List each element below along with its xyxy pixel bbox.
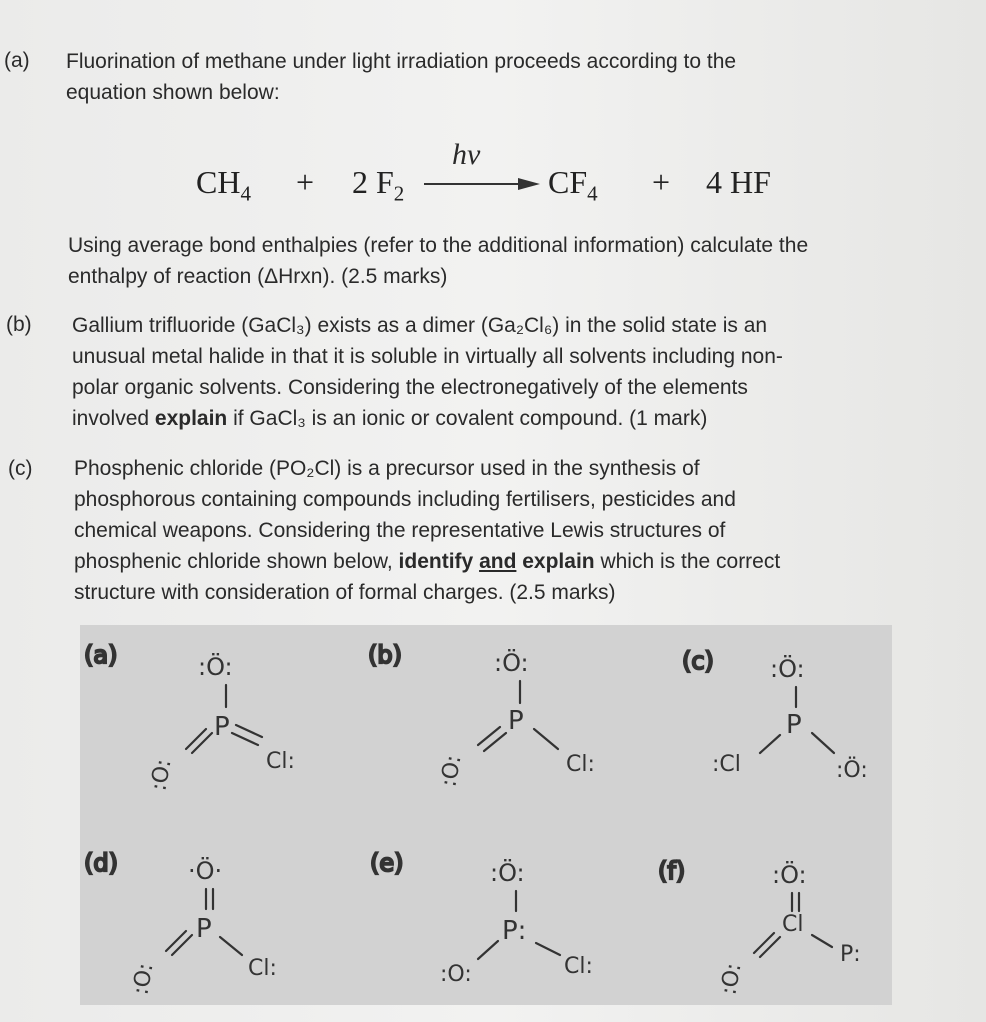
svg-text::Ö:: :Ö: — [836, 758, 868, 783]
structure-e-label: (e) — [370, 849, 404, 877]
svg-text:P: P — [196, 914, 212, 944]
reaction-arrow-head — [518, 178, 540, 190]
svg-text:Cl:: Cl: — [566, 752, 595, 777]
svg-text::O:: :O: — [436, 753, 467, 789]
equation-plus-1: + — [296, 164, 315, 200]
part-b-line1: Gallium trifluoride (GaCl₃) exists as a dimer (Ga₂Cl₆) in the solid state is an — [72, 314, 768, 337]
svg-text::Ö:: :Ö: — [198, 653, 233, 681]
svg-text:Cl:: Cl: — [266, 749, 295, 774]
svg-text::Ö:: :Ö: — [490, 859, 525, 887]
part-a-line2: equation shown below: — [66, 81, 280, 104]
part-c-line5: structure with consideration of formal charges. (2.5 marks) — [74, 581, 616, 604]
equation-condition-hv: hv — [452, 138, 481, 171]
svg-text:P:: P: — [840, 942, 861, 967]
structure-a-label: (a) — [84, 641, 118, 669]
svg-text::O:: :O: — [128, 961, 159, 997]
part-b-line2: unusual metal halide in that it is soluble in virtually all solvents including non- — [72, 345, 783, 368]
lewis-structures-panel — [80, 625, 892, 1005]
structure-f-label: (f) — [658, 857, 686, 885]
part-c-line1: Phosphenic chloride (PO₂Cl) is a precursor used in the synthesis of — [74, 457, 700, 480]
structure-f — [716, 860, 860, 997]
svg-text::Ö:: :Ö: — [494, 649, 529, 677]
structure-d — [128, 856, 276, 997]
structure-e — [440, 858, 593, 987]
svg-text:Cl:: Cl: — [564, 954, 593, 979]
svg-text::O:: :O: — [716, 961, 747, 997]
svg-text:P: P — [786, 710, 802, 740]
svg-text::Ö:: :Ö: — [770, 655, 805, 683]
equation-product-cf4: $CF_4$ — [548, 164, 598, 206]
svg-text:·Ö·: ·Ö· — [188, 857, 223, 885]
part-c-line4: phosphenic chloride shown below, identify and explain which is the correct — [74, 550, 781, 573]
part-c-line3: chemical weapons. Considering the representative Lewis structures of — [74, 519, 726, 542]
svg-text::Cl: :Cl — [712, 752, 741, 777]
equation-plus-2: + — [652, 164, 671, 200]
part-b-label: (b) — [6, 313, 32, 336]
svg-text::O:: :O: — [440, 962, 472, 987]
svg-text:P: P — [214, 712, 230, 742]
structure-c-label: (c) — [682, 647, 714, 675]
svg-text::Ö:: :Ö: — [772, 861, 807, 889]
structure-a — [146, 652, 294, 793]
svg-text:Cl:: Cl: — [248, 956, 277, 981]
svg-text:Cl: Cl — [782, 912, 804, 937]
part-b-line4: involved explain if GaCl₃ is an ionic or covalent compound. (1 mark) — [72, 407, 708, 430]
structure-c — [712, 654, 868, 783]
equation-product-hf: 4 HF — [706, 164, 771, 200]
lewis-structures-drawing — [80, 625, 892, 1005]
part-a-line3: Using average bond enthalpies (refer to the additional information) calculate the — [68, 234, 809, 257]
equation-reactant-ch4: $CH_4$ — [196, 164, 251, 206]
equation-reactant-f2: 2 $F_2$ — [352, 164, 405, 206]
structure-b — [436, 648, 594, 789]
svg-text::O:: :O: — [146, 757, 177, 793]
structure-d-label: (d) — [84, 849, 118, 877]
part-c-label: (c) — [8, 457, 33, 480]
part-c-line2: phosphorous containing compounds including fertilisers, pesticides and — [74, 488, 736, 511]
reaction-arrow — [424, 183, 524, 185]
svg-text:P:: P: — [502, 916, 527, 946]
part-a-line4: enthalpy of reaction (ΔHrxn). (2.5 marks) — [68, 265, 448, 288]
structure-b-label: (b) — [368, 641, 402, 669]
part-a-line1: Fluorination of methane under light irradiation proceeds according to the — [66, 50, 737, 73]
svg-text:P: P — [508, 706, 524, 736]
part-a-label: (a) — [4, 49, 30, 72]
part-b-line3: polar organic solvents. Considering the electronegatively of the elements — [72, 376, 748, 399]
